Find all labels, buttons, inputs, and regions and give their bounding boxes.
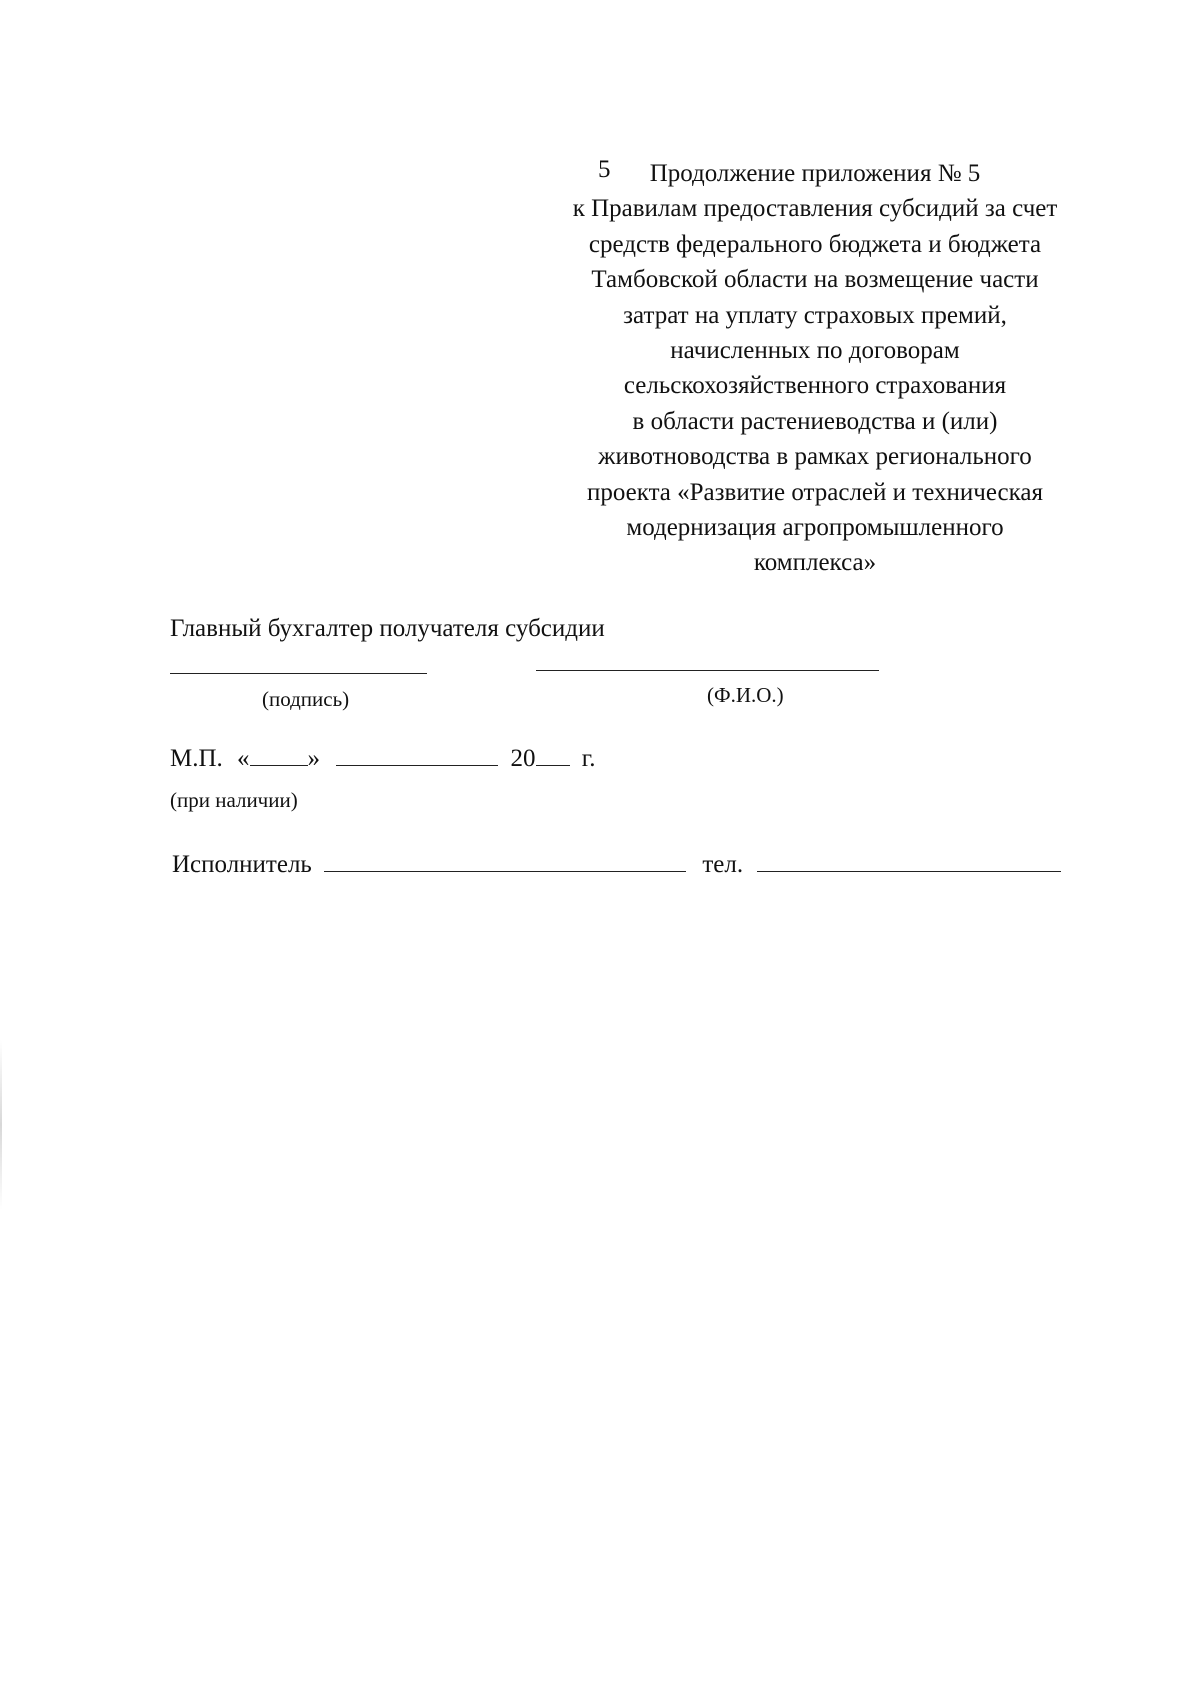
signature-line	[170, 673, 427, 674]
stamp-date-row	[170, 745, 595, 773]
year-suffix: г.	[581, 745, 596, 772]
annex-line: комплекса»	[753, 549, 877, 577]
year-prefix: 20	[510, 745, 536, 772]
year-blank	[536, 765, 570, 766]
stamp-note: (при наличии)	[170, 788, 298, 812]
page-number: 5	[598, 156, 611, 183]
annex-line: Продолжение приложения № 5	[649, 160, 981, 187]
annex-line: Тамбовской области на возмещение части	[591, 266, 1039, 294]
scan-edge-artifact	[0, 1040, 2, 1210]
month-blank	[336, 765, 498, 766]
annex-line: в области растениеводства и (или)	[632, 407, 998, 435]
open-quote: «	[237, 745, 250, 772]
chief-accountant-title: Главный бухгалтер получателя субсидии	[170, 615, 605, 642]
close-quote: »	[307, 745, 321, 772]
executor-blank	[324, 871, 686, 872]
signature-caption: (подпись)	[262, 687, 350, 711]
annex-line: сельскохозяйственного страхования	[623, 372, 1007, 400]
day-blank	[250, 765, 308, 766]
stamp-label: М.П.	[170, 745, 223, 772]
phone-label: тел.	[702, 851, 744, 878]
name-caption: (Ф.И.О.)	[707, 683, 784, 707]
annex-line: средств федерального бюджета и бюджета	[588, 230, 1042, 258]
annex-line: начисленных по договорам	[670, 337, 960, 365]
annex-line: затрат на уплату страховых премий,	[623, 301, 1007, 329]
phone-blank	[757, 871, 1061, 872]
executor-label: Исполнитель	[172, 851, 312, 878]
annex-line: модернизация агропромышленного	[626, 514, 1004, 542]
annex-line: к Правилам предоставления субсидий за счет	[572, 195, 1058, 223]
annex-line: проекта «Развитие отраслей и техническая	[586, 478, 1043, 506]
name-line	[536, 670, 879, 671]
annex-line: животноводства в рамках регионального	[598, 443, 1032, 471]
executor-row	[172, 851, 1061, 879]
annex-reference	[535, 156, 1095, 581]
